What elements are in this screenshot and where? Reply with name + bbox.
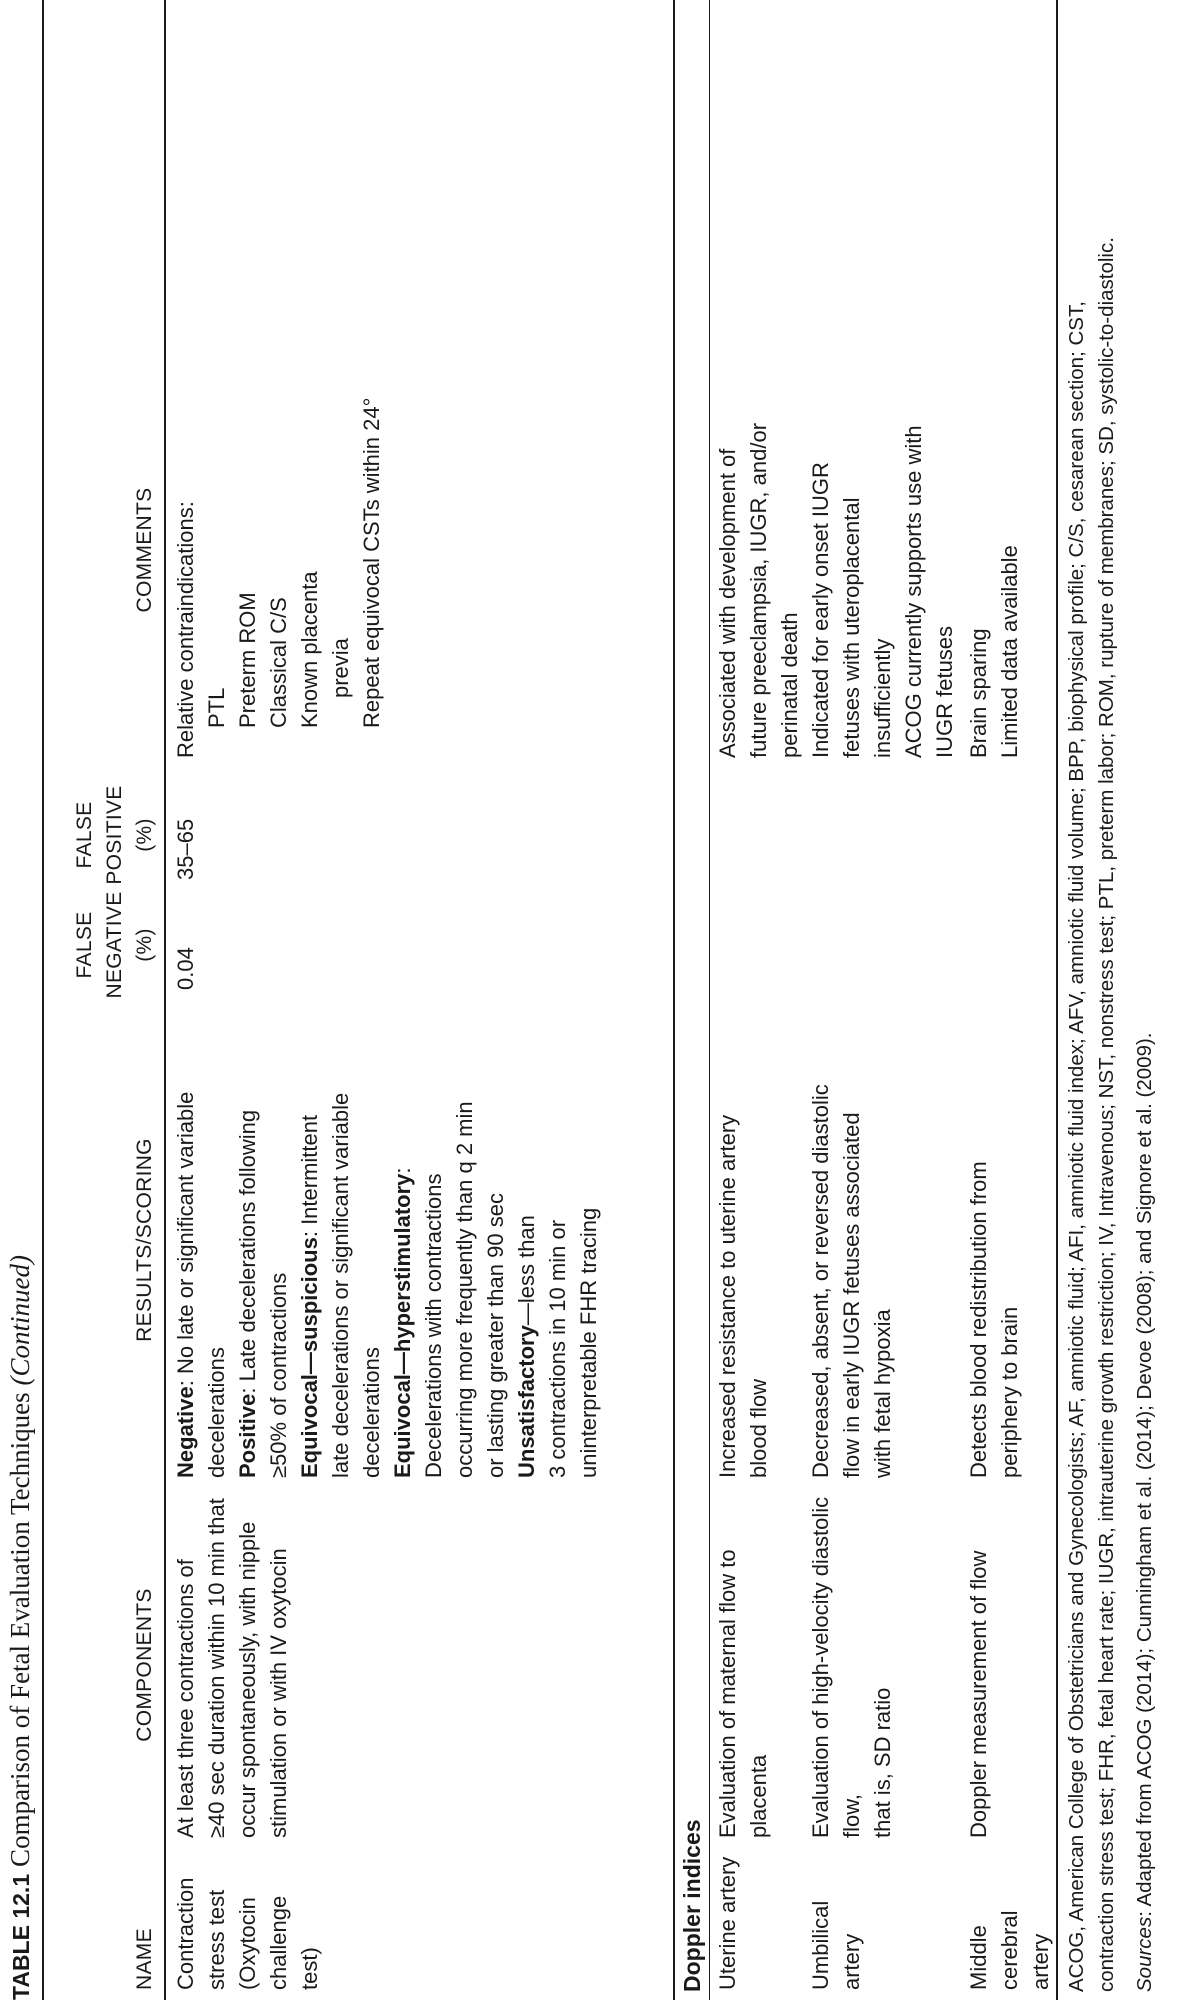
cst-name-line: challenge [266, 1895, 291, 1990]
mca-comment-line: Limited data available [997, 545, 1022, 758]
uterine-comment-line: perinatal death [777, 612, 802, 758]
comment-item: Known placenta [297, 571, 322, 728]
result-text: decelerations [204, 1347, 229, 1478]
header-name: NAME [133, 1928, 156, 1990]
mca-components [963, 1488, 994, 1838]
uterine-name-line: Uterine artery [715, 1856, 740, 1990]
umbilical-name-line: artery [839, 1933, 864, 1990]
result-text: 3 contractions in 10 min or [545, 1219, 570, 1478]
cst-components [170, 1488, 294, 1838]
header-false-negative [70, 890, 160, 1000]
result-text: or lasting greater than 90 sec [483, 1193, 508, 1478]
sources-text: : Adapted from ACOG (2014); Cunningham et al. (2014); Devoe (2008); and Signore et al. (2009). [1133, 1032, 1156, 1917]
result-text: : Late decelerations following [235, 1109, 260, 1394]
section-rule [673, 0, 675, 2000]
comment-item: Repeat equivocal CSTs within 24° [359, 397, 384, 728]
comment-item: previa [328, 638, 353, 698]
suspicious-label: Equivocal—suspicious [297, 1237, 322, 1478]
umbilical-comp-line: that is, SD ratio [870, 1687, 895, 1838]
umbilical-comment-line: IUGR fetuses [932, 625, 957, 758]
caption-rule [42, 0, 44, 2000]
result-suspicious [294, 998, 325, 1478]
cst-name-line: (Oxytocin [235, 1897, 260, 1990]
uterine-results [712, 998, 774, 1478]
umbilical-results [805, 998, 898, 1478]
sources-footnote [1130, 7, 1160, 1992]
uterine-comment-line: Associated with development of [715, 448, 740, 758]
mca-result-line: periphery to brain [997, 1306, 1022, 1478]
mca-comments [963, 198, 1025, 758]
result-text: late decelerations or significant variable [328, 1092, 353, 1478]
result-text: ≥50% of contractions [266, 1272, 291, 1478]
doppler-heading: Doppler indices [679, 1819, 705, 1992]
mca-name-line: artery [1028, 1933, 1053, 1990]
result-text: Decelerations with contractions [421, 1173, 446, 1478]
fp-line: POSITIVE [103, 785, 126, 885]
result-text: decelerations [359, 1347, 384, 1478]
header-components: COMPONENTS [133, 1588, 156, 1742]
subheading-rule [709, 0, 710, 2000]
umbilical-comment-line: insufficiently [870, 638, 895, 758]
footnote-line: ACOG, American College of Obstetricians and Gynecologists; AF, amniotic fluid; AFI, amniotic fluid index; AFV, amniotic fluid volume; BPP, biophysical profile; C/S, cesarean section; CST, [1065, 301, 1088, 1992]
fp-line: (%) [133, 818, 156, 852]
header-rule [164, 0, 166, 2000]
umbilical-comment-line: Indicated for early onset IUGR [808, 462, 833, 758]
result-text: : [390, 1167, 415, 1174]
umbilical-result-line: Decreased, absent, or reversed diastolic [808, 1084, 833, 1478]
mca-comp-line: Doppler measurement of flow [966, 1550, 991, 1838]
umbilical-result-line: flow in early IUGR fetuses associated [839, 1112, 864, 1478]
result-unsatisfactory [511, 998, 542, 1478]
table-caption [2, 1255, 38, 2000]
cst-name-line: Contraction [173, 1877, 198, 1990]
fn-line: FALSE [73, 911, 96, 979]
uterine-comp-line: Evaluation of maternal flow to placenta [715, 1549, 771, 1838]
fp-line: FALSE [73, 801, 96, 869]
comment-line: Relative contraindications: [173, 501, 198, 758]
cst-comp-line: ≥40 sec duration within 10 min that [204, 1498, 229, 1838]
table-label: TABLE 12.1 [8, 1873, 34, 2000]
table-title: Comparison of Fetal Evaluation Techniques [5, 1392, 35, 1867]
uterine-components [712, 1488, 774, 1838]
cst-comp-line: stimulation or with IV oxytocin [266, 1548, 291, 1838]
hyper-label: Equivocal—hyperstimulatory [390, 1173, 415, 1478]
umbilical-name-line: Umbilical [808, 1900, 833, 1990]
result-text: : No late or significant variable [173, 1091, 198, 1387]
header-comments: COMMENTS [133, 487, 156, 613]
result-text: : Intermittent [297, 1114, 322, 1238]
umbilical-result-line: with fetal hypoxia [870, 1309, 895, 1478]
umbilical-components [805, 1478, 898, 1838]
mca-comment-line: Brain sparing [966, 628, 991, 758]
cst-comments [170, 198, 387, 758]
comment-item: PTL [204, 687, 229, 728]
cst-comp-line: At least three contractions of [173, 1559, 198, 1838]
mca-name-line: Middle [966, 1925, 991, 1990]
umbilical-comp-line: Evaluation of high-velocity diastolic flow, [808, 1496, 864, 1838]
mca-result-line: Detects blood redistribution from [966, 1161, 991, 1478]
uterine-name [712, 1840, 743, 1990]
mca-name-line: cerebral [997, 1910, 1022, 1990]
umbilical-comments [805, 198, 960, 758]
result-text: uninterpretable FHR tracing [576, 1207, 601, 1478]
table-bottom-rule [1056, 0, 1058, 2000]
result-positive [232, 998, 263, 1478]
cst-results [170, 998, 604, 1478]
cst-comp-line: occur spontaneously, with nipple [235, 1521, 260, 1838]
negative-label: Negative [173, 1386, 198, 1478]
umbilical-comment-line: ACOG currently supports use with [901, 425, 926, 758]
result-text: occurring more frequently than q 2 min [452, 1101, 477, 1478]
comment-item: Preterm ROM [235, 592, 260, 728]
cst-name-line: test) [297, 1947, 322, 1990]
unsat-label: Unsatisfactory [514, 1325, 539, 1478]
result-hyperstimulatory [387, 998, 418, 1478]
uterine-result-line: Increased resistance to uterine artery [715, 1114, 740, 1478]
uterine-result-line: blood flow [746, 1378, 771, 1478]
positive-label: Positive [235, 1393, 260, 1478]
result-negative [170, 998, 201, 1478]
cst-name [170, 1840, 325, 1990]
uterine-comments [712, 198, 805, 758]
cst-false-positive: 35–65 [173, 818, 198, 880]
table-continued: (Continued) [5, 1254, 35, 1386]
umbilical-comment-line: fetuses with uteroplacental [839, 497, 864, 758]
cst-name-line: stress test [204, 1889, 229, 1990]
result-text: —less than [514, 1215, 539, 1326]
uterine-comment-line: future preeclampsia, IUGR, and/or [746, 422, 771, 758]
mca-name [963, 1840, 1056, 1990]
header-results: RESULTS/SCORING [133, 1138, 156, 1342]
header-false-positive [70, 780, 160, 890]
sources-label: Sources [1133, 1916, 1156, 1992]
fn-line: NEGATIVE [103, 891, 126, 999]
fn-line: (%) [133, 928, 156, 962]
footnote-line: contraction stress test; FHR, fetal heart rate; IUGR, intrauterine growth restriction; IV, Intravenous; NST, nonstress test; PTL, preterm labor; ROM, rupture of membranes; SD, systolic-to-diastolic. [1095, 237, 1118, 1992]
abbreviations-footnote [1062, 7, 1122, 1992]
cst-false-negative: 0.04 [173, 947, 198, 990]
comment-item: Classical C/S [266, 597, 291, 728]
mca-results [963, 998, 1025, 1478]
umbilical-name [805, 1840, 867, 1990]
